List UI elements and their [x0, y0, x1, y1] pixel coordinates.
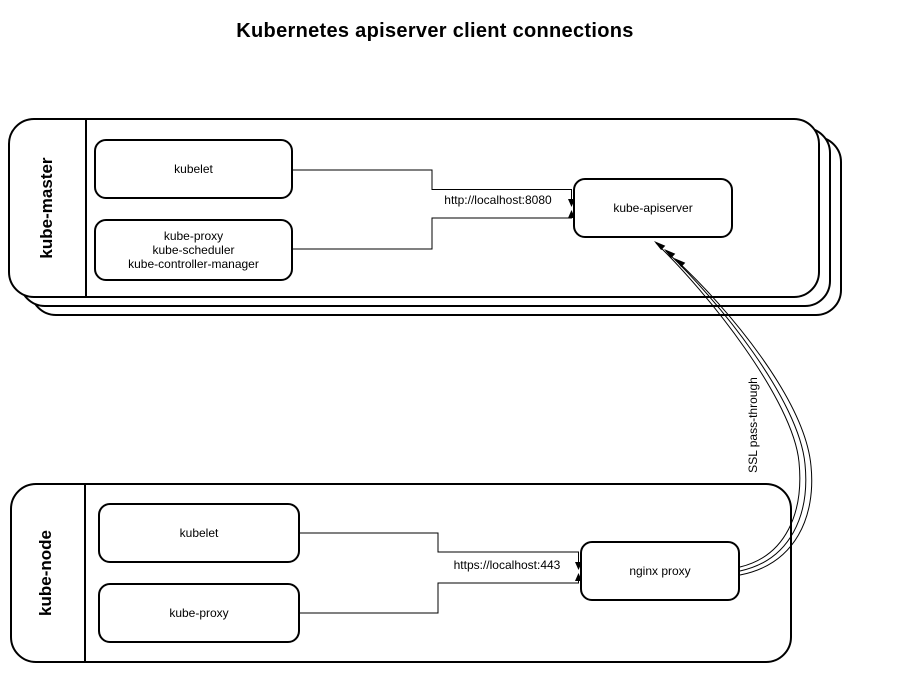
node-box-kube-apiserver	[573, 178, 733, 238]
https-connection-label: https://localhost:443	[453, 558, 561, 572]
master-daemon-label-kube-scheduler: kube-scheduler	[152, 243, 235, 257]
master-daemon-label-kube-proxy: kube-proxy	[163, 229, 224, 243]
http-connection-label: http://localhost:8080	[444, 193, 552, 207]
kube-apiserver-label: kube-apiserver	[613, 201, 693, 215]
node-box-master-daemons	[94, 219, 293, 281]
node-box-master-kubelet	[94, 139, 293, 199]
master-kubelet-label: kubelet	[174, 162, 213, 176]
kube-node-group-label: kube-node	[36, 530, 55, 616]
kube-master-label-divider	[85, 120, 87, 296]
diagram-title: Kubernetes apiserver client connections	[236, 20, 634, 42]
node-box-node-kubelet	[98, 503, 300, 563]
kube-node-label-divider	[84, 485, 86, 661]
node-kube-proxy-label: kube-proxy	[169, 606, 229, 620]
ssl-pass-through-label: SSL pass-through	[746, 377, 760, 473]
node-box-node-kube-proxy	[98, 583, 300, 643]
master-daemon-label-kube-controller-manager: kube-controller-manager	[128, 257, 259, 271]
nginx-proxy-label: nginx proxy	[629, 564, 691, 578]
kube-master-group-label: kube-master	[37, 157, 56, 259]
node-kubelet-label: kubelet	[179, 526, 219, 540]
